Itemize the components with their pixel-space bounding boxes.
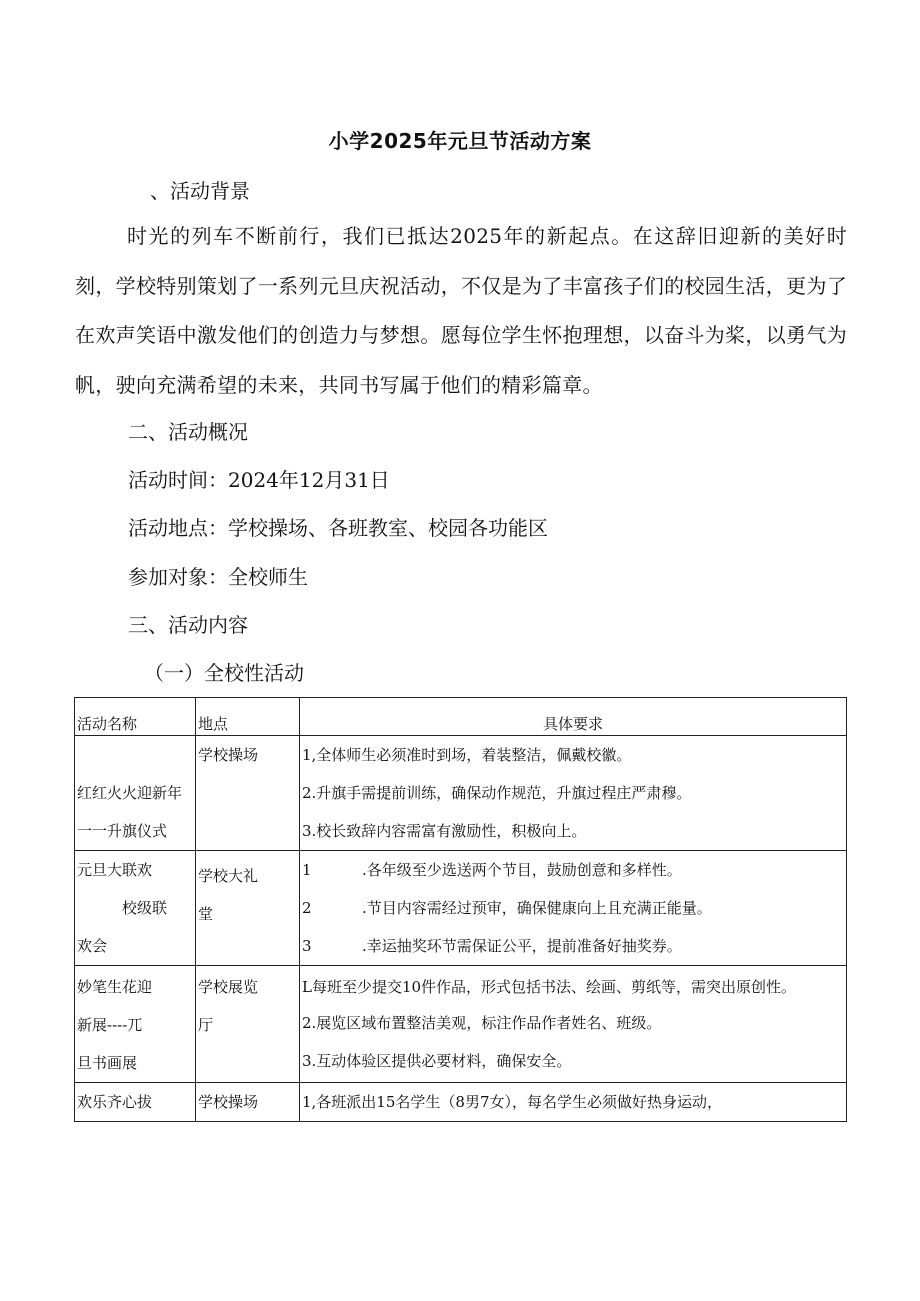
requirement-number: 2 bbox=[302, 899, 312, 917]
requirements-cell bbox=[300, 1083, 847, 1122]
requirement-item bbox=[302, 851, 844, 889]
activity-name-line: 旦书画展 bbox=[77, 1054, 138, 1072]
location-line: 厅 bbox=[198, 1016, 214, 1034]
location-cell bbox=[196, 736, 300, 851]
requirements-cell bbox=[300, 736, 847, 851]
activity-name-line: 新展----兀 bbox=[77, 1016, 143, 1034]
section-heading-content: 三、活动内容 bbox=[128, 613, 248, 637]
requirement-text: .各年级至少选送两个节目，鼓励创意和多样性。 bbox=[362, 861, 682, 879]
activity-name-cell bbox=[75, 851, 196, 966]
header-requirements: 具体要求 bbox=[300, 698, 847, 736]
activity-name-line: 欢会 bbox=[77, 937, 108, 955]
header-activity-name: 活动名称 bbox=[75, 698, 196, 736]
activity-name-line: 妙笔生花迎 bbox=[77, 978, 153, 996]
activity-table bbox=[74, 697, 847, 1122]
table-row bbox=[75, 966, 847, 1083]
activity-name-line: 校级联 bbox=[122, 899, 168, 917]
location-line: 学校操场 bbox=[198, 746, 259, 764]
requirement-number: 1 bbox=[302, 861, 312, 879]
location-cell bbox=[196, 966, 300, 1083]
requirement-item: 3.互动体验区提供必要材料，确保安全。 bbox=[302, 1052, 572, 1070]
requirement-text: .幸运抽奖环节需保证公平，提前准备好抽奖券。 bbox=[362, 937, 682, 955]
location-line: 堂 bbox=[198, 905, 214, 923]
table-row bbox=[75, 736, 847, 851]
location-cell bbox=[196, 1083, 300, 1122]
requirement-item: 1,各班派出15名学生（8男7女），每名学生必须做好热身运动， bbox=[302, 1093, 722, 1111]
section-heading-background: 、活动背景 bbox=[150, 179, 250, 203]
header-location: 地点 bbox=[196, 698, 300, 736]
table-header-row bbox=[75, 698, 847, 736]
table-row bbox=[75, 1083, 847, 1122]
section-heading-overview: 二、活动概况 bbox=[128, 420, 248, 444]
requirement-item bbox=[302, 889, 844, 927]
activity-name-cell bbox=[75, 966, 196, 1083]
location-cell bbox=[196, 851, 300, 966]
activity-time: 活动时间：2024年12月31日 bbox=[128, 468, 390, 492]
location-line: 学校展览 bbox=[198, 978, 259, 996]
requirement-item: 2.升旗手需提前训练，确保动作规范，升旗过程庄严肃穆。 bbox=[302, 784, 692, 802]
activity-name-line: 元旦大联欢 bbox=[77, 861, 153, 879]
table-row bbox=[75, 851, 847, 966]
activity-name-cell bbox=[75, 1083, 196, 1122]
activity-name-line: 一一升旗仪式 bbox=[77, 822, 168, 840]
location-line: 学校大礼 bbox=[198, 867, 259, 885]
participants: 参加对象：全校师生 bbox=[128, 565, 308, 589]
activity-place: 活动地点：学校操场、各班教室、校园各功能区 bbox=[128, 516, 548, 540]
requirement-text: .节目内容需经过预审，确保健康向上且充满正能量。 bbox=[362, 899, 712, 917]
activity-name-line: 红红火火迎新年 bbox=[77, 784, 183, 802]
background-paragraph: 时光的列车不断前行，我们已抵达2025年的新起点。在这辞旧迎新的美好时刻，学校特别策划了一系列元旦庆祝活动，不仅是为了丰富孩子们的校园生活，更为了在欢声笑语中激发他们的创造力与梦想。愿每位学生怀抱理想，以奋斗为桨，以勇气为帆，驶向充满希望的未来，共同书写属于他们的精彩篇章。 bbox=[75, 224, 847, 397]
location-line: 学校操场 bbox=[198, 1093, 259, 1111]
requirement-item: 1,全体师生必须准时到场，着装整洁，佩戴校徽。 bbox=[302, 746, 632, 764]
document-title: 小学2025年元旦节活动方案 bbox=[328, 129, 592, 153]
requirements-cell bbox=[300, 851, 847, 966]
requirements-cell bbox=[300, 966, 847, 1083]
subsection-heading-schoolwide: （一）全校性活动 bbox=[144, 661, 304, 685]
activity-name-cell bbox=[75, 736, 196, 851]
requirement-item: 3.校长致辞内容需富有激励性，积极向上。 bbox=[302, 822, 587, 840]
requirement-item: L每班至少提交10件作品，形式包括书法、绘画、剪纸等，需突出原创性。 bbox=[302, 978, 797, 996]
requirement-item bbox=[302, 927, 844, 965]
requirement-item: 2.展览区域布置整洁美观，标注作品作者姓名、班级。 bbox=[302, 1014, 662, 1032]
activity-name-line: 欢乐齐心拔 bbox=[77, 1093, 153, 1111]
requirement-number: 3 bbox=[302, 937, 312, 955]
